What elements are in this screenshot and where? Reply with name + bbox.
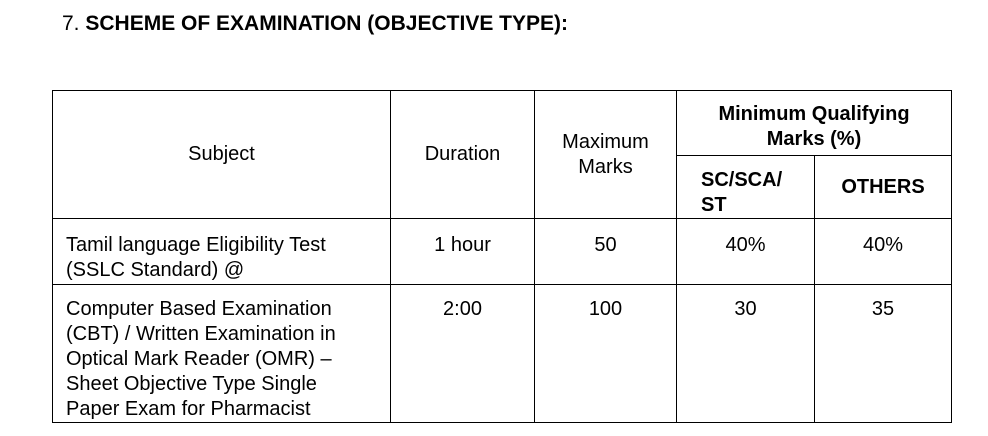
row-maximum-marks: 50	[535, 219, 677, 285]
section-title: SCHEME OF EXAMINATION (OBJECTIVE TYPE):	[85, 12, 569, 35]
table-row	[53, 285, 952, 423]
header-sc-sca-st: SC/SCA/ ST	[677, 156, 815, 219]
row-others: 40%	[815, 219, 952, 285]
row-duration: 1 hour	[391, 219, 535, 285]
section-heading	[62, 11, 568, 37]
row-others: 35	[815, 285, 952, 423]
row-maximum-marks: 100	[535, 285, 677, 423]
row-subject: Tamil language Eligibility Test (SSLC Standard) @	[53, 219, 391, 285]
row-sc-sca-st: 40%	[677, 219, 815, 285]
header-others: OTHERS	[815, 156, 952, 219]
header-duration: Duration	[391, 91, 535, 219]
row-subject: Computer Based Examination (CBT) / Written Examination in Optical Mark Reader (OMR) – Sheet Objective Type Single Paper Exam for Pharmacist	[53, 285, 391, 423]
examination-scheme-table	[52, 90, 952, 423]
header-minimum-qualifying-marks: Minimum Qualifying Marks (%)	[677, 91, 952, 156]
section-number: 7.	[62, 12, 80, 35]
row-sc-sca-st: 30	[677, 285, 815, 423]
table-row	[53, 219, 952, 285]
header-subject: Subject	[53, 91, 391, 219]
row-duration: 2:00	[391, 285, 535, 423]
header-maximum-marks: Maximum Marks	[535, 91, 677, 219]
